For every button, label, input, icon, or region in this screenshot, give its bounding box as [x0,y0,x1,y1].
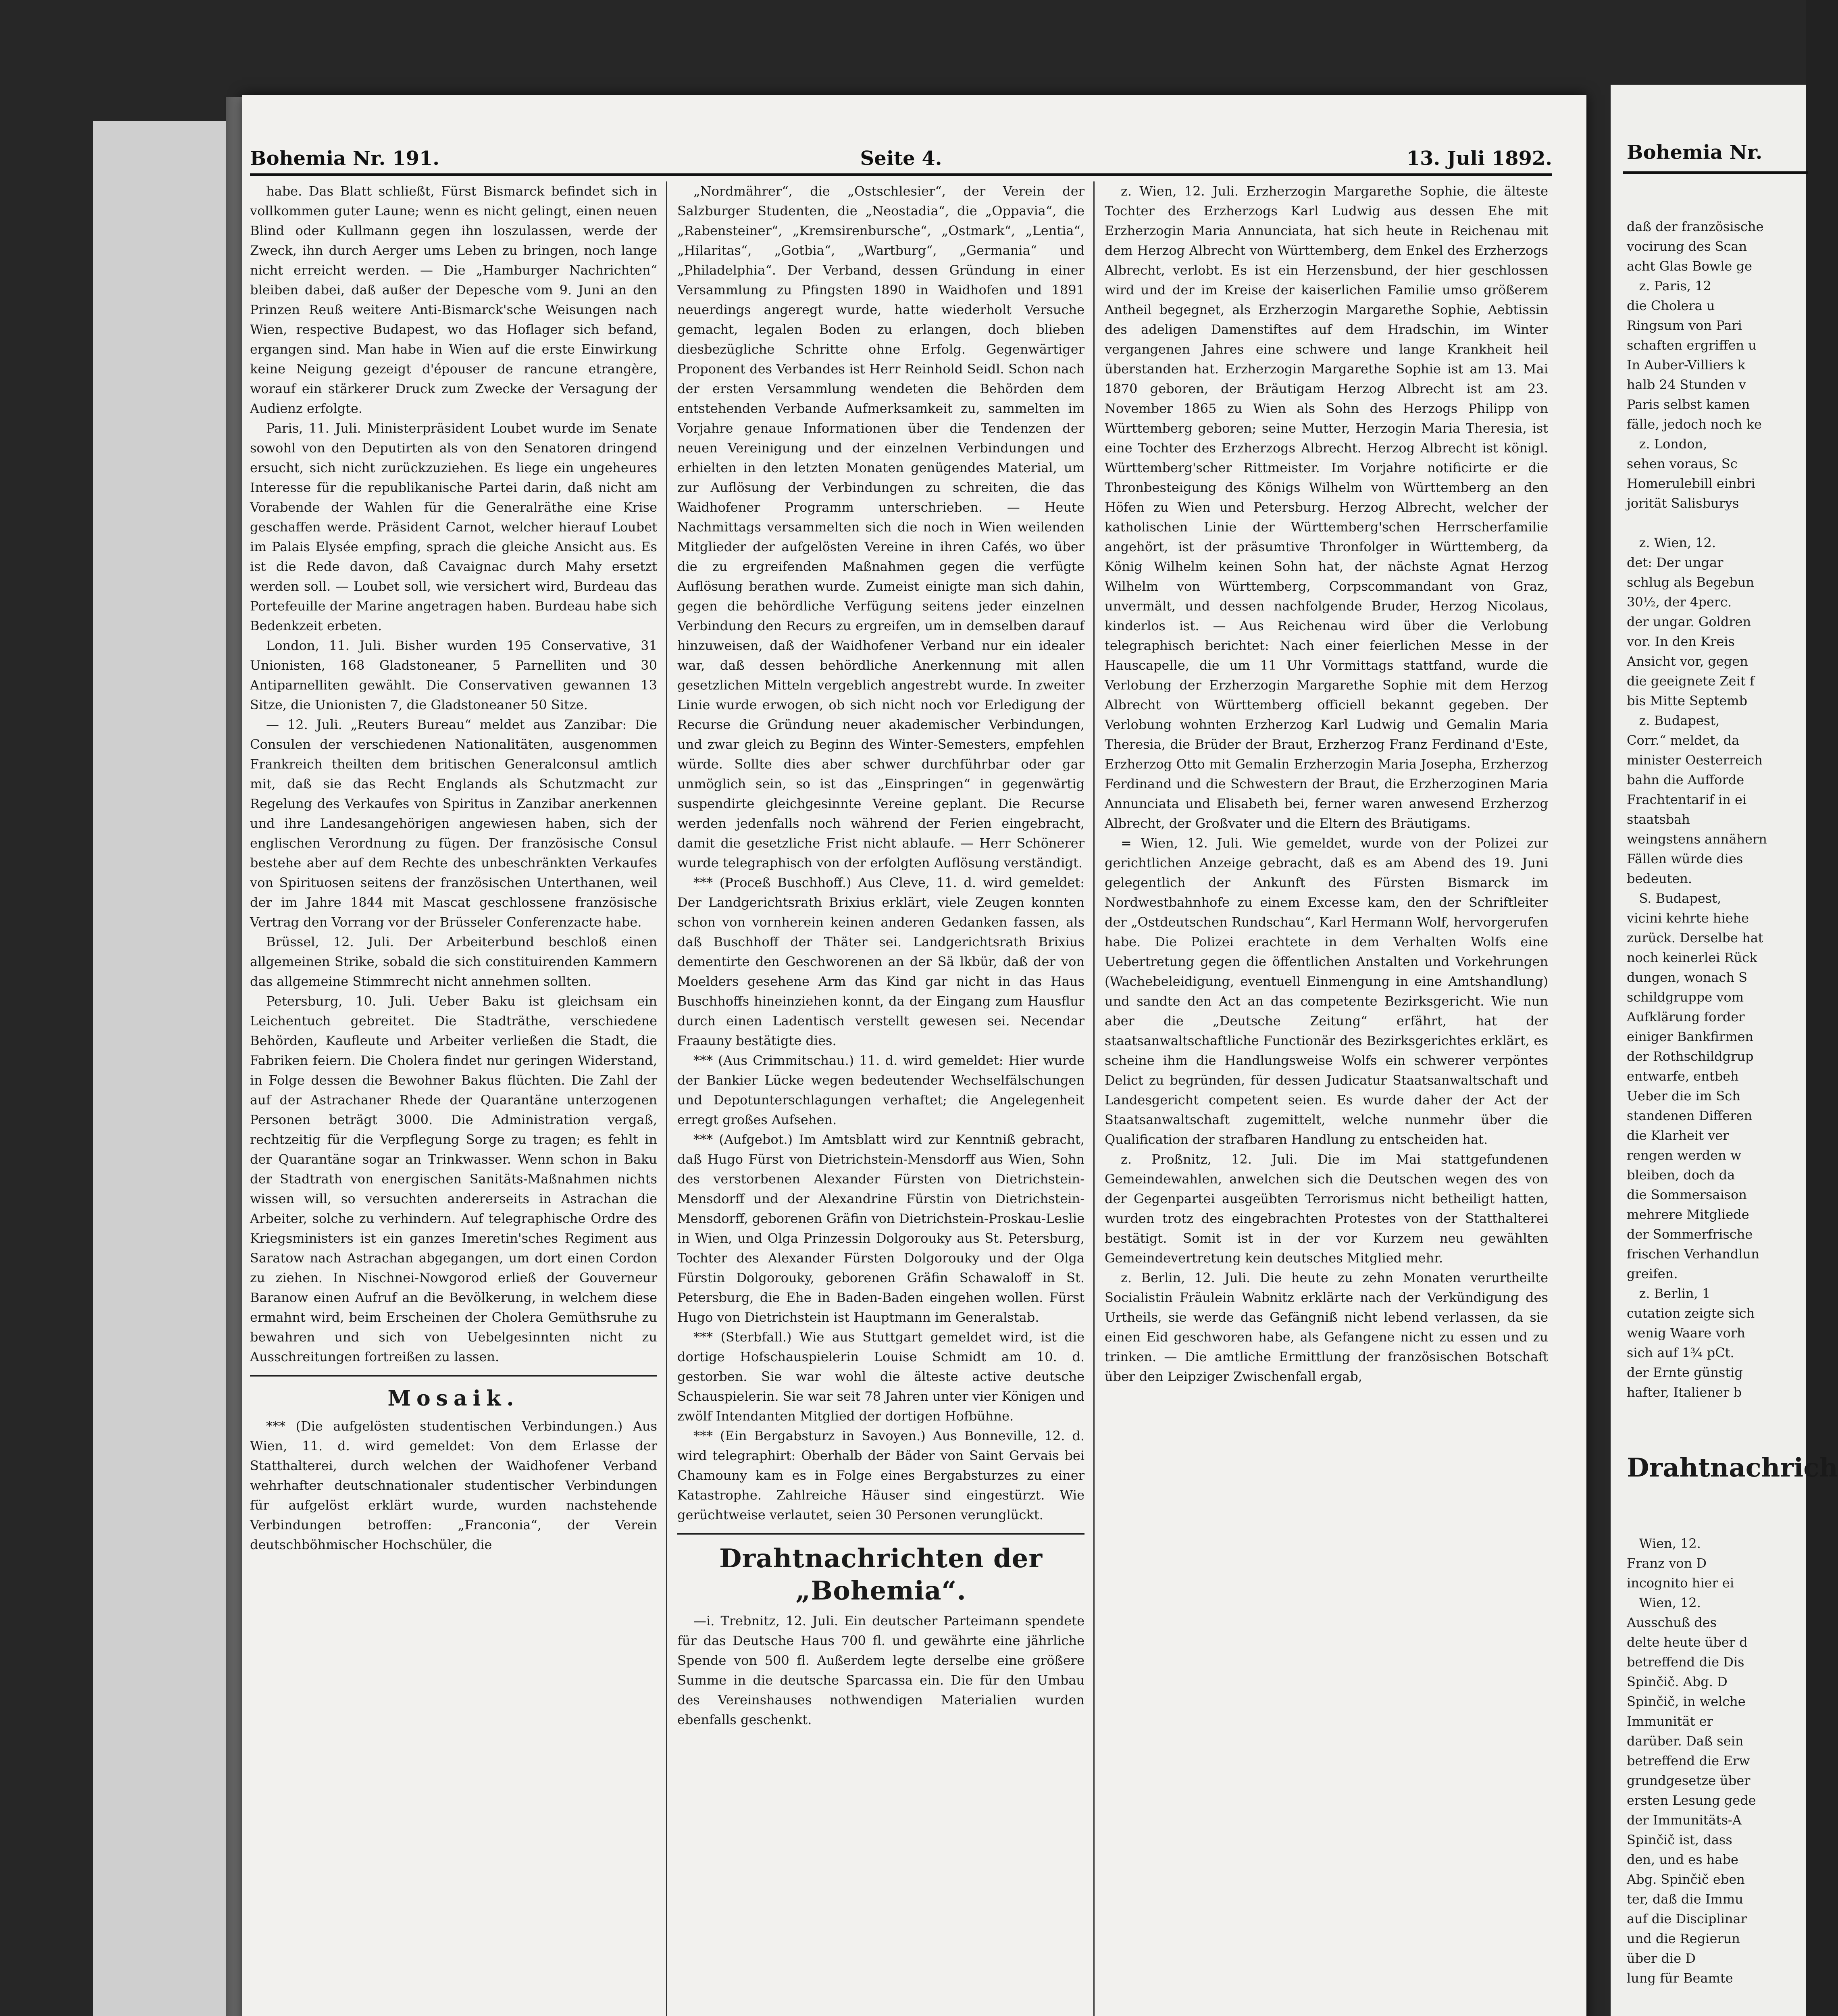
adjacent-page-header: Bohemia Nr. [1627,141,1763,164]
article-process-buschhoff: *** (Proceß Buschhoff.) Aus Cleve, 11. d. wird gemeldet: Der Landgerichtsrath Brixius erklärt, viele Zeugen konnten schon von vornherein keinen anderen Gedanken fassen, als daß Buschhoff der Thäter sei. Landgerichtsrath Brixius dementirte den Geschworenen an der Sä lkbür, daß der von Moelders gesehene Arm das Kind gar nicht in das Haus Buschhoffs hineinziehen konnt, da der Eingang zum Hausflur durch einen Ladentisch verstellt gewesen sei. Necendar Fraauny bestätigte dies. [677,875,1089,1048]
adjacent-page-text-bottom: Wien, 12. Franz von D incognito hier ei Wien, 12. Ausschuß des delte heute über d betreffend die Dis Spinčič. Abg. D Spinčič, in welche Immunität er darüber. Daß sein betreffend die Erw grundgesetze über ersten Lesung gede der Immunitäts-A Spinčič ist, dass den, und es habe Abg. Spinčič eben ter, daß die Immu auf die Disciplinar und die Regierun über die D lung für Beamte [1627,1536,1756,1986]
page-header [250,139,1552,175]
article-prossnitz: z. Proßnitz, 12. Juli. Die im Mai stattgefundenen Gemeindewahlen, anwelchen sich die Deutschen wegen des von der Gegenpartei ausgeübten Terrorismus nicht betheiligt hatten, wurden trotz des eingebrachten Protestes von der Statthalterei bestätigt. Somit ist in der vor Kurzem neu gewählten Gemeindevertretung kein deutsches Mitglied mehr. [1105,1152,1553,1266]
section-title-mosaik: Mosaik. [387,1386,520,1411]
column-3 [1105,181,1553,2016]
column-divider [666,181,667,2016]
article-verbindungen-cont: „Nordmährer“, die „Ostschlesier“, der Verein der Salzburger Studenten, die „Neostadia“, die „Oppavia“, die „Rabensteiner“, „Kremsirenbursche“, „Ostmark“, „Lentia“, „Hilaritas“, „Gotbia“, „Wartburg“, „Germania“ und „Philadelphia“. Der Verband, dessen Gründung in einer Versammlung zu Pfingsten 1890 in Waidhofen und 1891 neuerdings angeregt wurde, hatte wiederholt Versuche gemacht, legalen Boden zu erlangen, doch blieben diesbezügliche Schritte ohne Erfolg. Gegenwärtiger Proponent des Verbandes ist Herr Reinhold Seidl. Schon nach der ersten Versammlung wendeten die Behörden dem entstehenden Verbande Aufmerksamkeit zu, sammelten im Vorjahre genaue Informationen über die Tendenzen der neuen Vereinigung und der einzelnen Verbindungen und erhielten in den letzten Monaten genügendes Material, um zur Auflösung der Verbindungen zu schreiten, die das Waidhofener Programm unterschrieben. — Heute Nachmittags versammelten sich die noch in Wien weilenden Mitglieder der aufgelösten Vereine in ihren Cafés, wo über die zu ergreifenden Maßnahmen gegen die verfügte Auflösung berathen wurde. Zumeist einigte man sich dahin, gegen die behördliche Verfügung seitens jeder einzelnen Verbindung den Recurs zu ergreifen, um in demselben darauf hinzuweisen, daß der Waidhofener Verband nur ein idealer war, daß dessen behördliche Anerkennung mit allen gesetzlichen Mitteln vergeblich angestrebt wurde. In zweiter Linie wurde erwogen, ob sich nicht noch vor Erledigung der Recurse die Gründung neuer akademischer Verbindungen, und zwar gleich zu Beginn des Winter-Semesters, empfehlen würde. Sollte dies aber schwer durchführbar oder gar unmöglich sein, so ist das „Einspringen“ in gegenwärtig suspendirte gleichgesinnte Vereine geplant. Die Recurse werden jedenfalls noch während der Ferien eingebracht, damit die gesetzliche Frist nicht ablaufe. — Herr Schönerer wurde telegraphisch von der erfolgten Auflösung verständigt. [677,183,1089,871]
header-date: 13. Juli 1892. [1406,147,1552,170]
section-rule [677,1533,1084,1535]
adjacent-page-text-top: daß der französische vocirung des Scan acht Glas Bowle ge z. Paris, 12 die Cholera u Ringsum von Pari schaften ergriffen u In Auber-Villiers k halb 24 Stunden v Paris selbst kamen fälle, jedoch noch ke z. London, sehen voraus, Sc Homerulebill einbri jorität Salisburys z. Wien, 12. det: Der ungar schlug als Begebun 30½, der 4perc. der ungar. Goldren vor. In den Kreis Ansicht vor, gegen die geeignete Zeit f bis Mitte Septemb z. Budapest, Corr.“ meldet, da minister Oesterreich bahn die Aufforde Frachtentarif in ei staatsbah weingstens annähern Fällen würde dies bedeuten. S. Budapest, vicini kehrte hiehe zurück. Derselbe hat noch keinerlei Rück dungen, wonach S schildgruppe vom Aufklärung forder einiger Bankfirmen der Rothschildgrup entwarfe, entbeh Ueber die im Sch standenen Differen die Klarheit ver rengen werden w bleiben, doch da die Sommersaison mehrere Mitgliede der Sommerfrische frischen Verhandlun greifen. z. Berlin, 1 cutation zeigte sich wenig Waare vorh sich auf 1¾ pCt. der Ernte günstig hafter, Italiener b [1627,219,1767,1400]
scanner-band [93,121,238,2016]
article-wien-verlobung: z. Wien, 12. Juli. Erzherzogin Margarethe Sophie, die älteste Tochter des Erzherzogs Karl Ludwig aus dessen Ehe mit Erzherzogin Maria Annunciata, hat sich heute in Reichenau mit dem Herzog Albrecht von Württemberg, dem Enkel des Erzherzogs Albrecht, verlobt. Es ist ein Herzensbund, der hier geschlossen wird und der im Kreise der kaiserlichen Familie umso größerem Antheil begegnet, als Erzherzogin Margarethe Sophie, Aebtissin des adeligen Damenstiftes auf dem Hradschin, im Winter vergangenen Jahres eine schwere und lange Krankheit heil überstanden hat. Erzherzogin Margarethe Sophie ist am 13. Mai 1870 geboren, der Bräutigam Herzog Albrecht ist am 23. November 1865 zu Wien als Sohn des Herzogs Philipp von Württemberg geboren; seine Mutter, Herzogin Maria Theresia, ist eine Tochter des Erzherzogs Albrecht. Herzog Albrecht ist königl. Württemberg'scher Rittmeister. Im Vorjahre notificirte er die Thronbesteigung des Königs Wilhelm von Württemberg an den Höfen zu Wien und Petersburg. Herzog Albrecht, welcher der katholischen Linie der Württemberg'schen Herrscherfamilie angehört, ist der präsumtive Thronfolger in Württemberg, da König Wilhelm keinen Sohn hat, der nächste Agnat Herzog Wilhelm von Württemberg, Corpscommandant von Graz, unvermält, und dessen nachfolgende Bruder, Herzog Nicolaus, kinderlos ist. — Aus Reichenau wird über die Verlobung telegraphisch berichtet: Nach einer feierlichen Messe in der Hauscapelle, die um 11 Uhr Vormittags stattfand, wurde die Verlobung der Erzherzogin Margarethe Sophie mit dem Herzog Albrecht von Württemberg officiell bekannt gegeben. Der Verlobung wohnten Erzherzog Karl Ludwig und Gemalin Maria Theresia, die Brüder der Braut, Erzherzog Franz Ferdinand d'Este, Erzherzog Otto mit Gemalin Erzherzogin Maria Josepha, Erzherzog Ferdinand und die Schwestern der Braut, die Erzherzoginen Maria Annunciata und Elisabeth bei, ferner waren anwesend Erzherzog Albrecht, der Großvater und die Eltern des Bräutigams. [1105,183,1553,831]
adjacent-page-heading: Drahtnachrich [1627,1453,1838,1483]
article-zanzibar: — 12. Juli. „Reuters Bureau“ meldet aus Zanzibar: Die Consulen der verschiedenen Nationalitäten, ausgenommen Frankreich theilten dem britischen Generalconsul amtlich mit, daß sie das Recht Englands als Schutzmacht zur Regelung des Verkaufes von Spiritus in Zanzibar anerkennen und ihre Landesangehörigen angewiesen haben, sich der englischen Verordnung zu fügen. Der französische Consul bestehe aber auf dem Rechte des unbeschränkten Verkaufes von Spirituosen seitens der französischen Unterthanen, weil der im Jahre 1844 mit Mascat geschlossene französische Vertrag den Vorrang vor der Brüsseler Conferenzacte habe. [250,717,662,930]
article-berlin: z. Berlin, 12. Juli. Die heute zu zehn Monaten verurtheilte Socialistin Fräulein Wabnitz erklärte nach der Verkündigung des Urtheils, sie werde das Gefängniß nicht lebend verlassen, da sie einen Eid geschworen habe, als Gefangene nicht zu essen und zu trinken. — Die amtliche Ermittlung der französischen Botschaft über den Leipziger Zwischenfall ergab, [1105,1270,1553,1384]
adjacent-page [1611,85,1838,2016]
article-wien-wolf: = Wien, 12. Juli. Wie gemeldet, wurde von der Polizei zur gerichtlichen Anzeige gebracht, daß es am Abend des 19. Juni gelegentlich der Ankunft des Fürsten Bismarck im Nordwestbahnhofe zu einem Excesse kam, den der Schriftleiter der „Ostdeutschen Rundschau“, Karl Hermann Wolf, hervorgerufen habe. Die Polizei erachtete in dem Verhalten Wolfs eine Uebertretung gegen die öffentlichen Anstalten und Vorkehrungen (Wachebeleidigung, eventuell Einmengung in eine Amtshandlung) und sandte den Act an das competente Bezirksgericht. Wie nun aber die „Deutsche Zeitung“ erfährt, hat der staatsanwaltschaftliche Functionär des Bezirksgerichtes erklärt, es scheine ihm die Handlungsweise Wolfs ein schwerer verpöntes Delict zu begründen, für dessen Judicatur Staatsanwaltschaft und Landesgericht competent seien. Es wurde daher der Act der Staatsanwaltschaft zugemittelt, welche nunmehr über die Qualification der strafbaren Handlung zu entscheiden hat. [1105,835,1553,1147]
section-rule [250,1375,657,1377]
article-studentische-verbindungen: *** (Die aufgelösten studentischen Verbindungen.) Aus Wien, 11. d. wird gemeldet: Von dem Erlasse der Statthalterei, durch welchen der Waidhofener Verband wehrhafter deutschnationaler studentischer Verbindungen für aufgelöst erklärt wurde, wurden nachstehende Verbindungen betroffen: „Franconia“, der Verein deutschböhmischer Hochschüler, die [250,1418,662,1552]
article-london: London, 11. Juli. Bisher wurden 195 Conservative, 31 Unionisten, 168 Gladstoneaner, 5 Parnelliten und 30 Antiparnelliten gewählt. Die Conservativen gewannen 13 Sitze, die Unionisten 7, die Gladstoneaner 50 Sitze. [250,638,662,712]
header-masthead: Bohemia Nr. 191. [250,147,439,170]
column-1 [250,181,662,2016]
column-2 [677,181,1089,2016]
header-page-number: Seite 4. [860,147,942,170]
article-paris: Paris, 11. Juli. Ministerpräsident Loubet wurde im Senate sowohl von den Deputirten als von den Senatoren dringend ersucht, sich nicht zurückzuziehen. Es liege ein ungeheures Interesse für die republikanische Partei darin, daß nicht am Vorabende der Wahlen für die Generalräthe eine Krise geschaffen werde. Präsident Carnot, welcher hierauf Loubet im Palais Elysée empfing, sprach die gleiche Ansicht aus. Es ist die Rede davon, daß Cavaignac durch Mahy ersetzt werden soll. — Loubet soll, wie versichert wird, Burdeau das Portefeuille der Marine angetragen haben. Burdeau habe sich Bedenkzeit erbeten. [250,421,662,633]
article-petersburg: Petersburg, 10. Juli. Ueber Baku ist gleichsam ein Leichentuch gebreitet. Die Stadträthe, verschiedene Behörden, Kaufleute und Arbeiter verließen die Stadt, die Fabriken feiern. Die Cholera findet nur geringen Widerstand, in Folge dessen die Bewohner Bakus flüchten. Die Zahl der auf der Astrachaner Rhede der Quarantäne unterzogenen Personen beträgt 3000. Die Administration vergaß, rechtzeitig für die Verpflegung Sorge zu tragen; es fehlt in der Quarantäne sogar an Trinkwasser. Wenn schon in Baku der Stadtrath von energischen Sanitäts-Maßnahmen nichts wissen will, so versuchten andererseits in Astrachan die Arbeiter, solche zu verhindern. Auf telegraphische Ordre des Kriegsministers ist ein ganzes Imeretin'sches Regiment aus Saratow nach Astrachan abgegangen, um dort einen Cordon zu ziehen. In Nischnei-Nowgorod erließ der Gouverneur Baranow einen Aufruf an die Bevölkerung, in welchem diese ermahnt wird, beim Erscheinen der Cholera Gemüthsruhe zu bewahren und sich von Uebelgesinnten nicht zu Ausschreitungen fortreißen zu lassen. [250,993,662,1364]
adjacent-header-rule [1623,171,1808,174]
article-bruessel: Brüssel, 12. Juli. Der Arbeiterbund beschloß einen allgemeinen Strike, sobald die sich constituirenden Kammern das allgemeine Stimmrecht nicht annehmen sollten. [250,934,662,989]
adjacent-page-column [1627,177,1836,2016]
column-divider [1093,181,1095,2016]
newspaper-page [242,95,1586,2016]
article-aufgebot: *** (Aufgebot.) Im Amtsblatt wird zur Kenntniß gebracht, daß Hugo Fürst von Dietrichstein-Mensdorff aus Wien, Sohn des verstorbenen Alexander Fürsten von Dietrichstein-Mensdorff und der Alexandrine Fürstin von Dietrichstein-Mensdorff, geborenen Gräfin von Dietrichstein-Proskau-Leslie in Wien, und Olga Prinzessin Dolgorouky aus St. Petersburg, Tochter des Alexander Fürsten Dolgorouky und der Olga Fürstin Dolgorouky, geborenen Gräfin Schawaloff in St. Petersburg, die Ehe in Baden-Baden eingehen wollen. Fürst Hugo von Dietrichstein ist Hauptmann im Generalstab. [677,1132,1089,1325]
article-sterbfall: *** (Sterbfall.) Wie aus Stuttgart gemeldet wird, ist die dortige Hofschauspielerin Louise Schmidt am 10. d. gestorben. Sie war wohl die älteste active deutsche Schauspielerin. Sie war seit 78 Jahren unter vier Königen und zwölf Intendanten Mitglied der dortigen Hofbühne. [677,1329,1089,1424]
header-rule [250,173,1552,176]
article-bergabsturz: *** (Ein Bergabsturz in Savoyen.) Aus Bonneville, 12. d. wird telegraphirt: Oberhalb der Bäder von Saint Gervais bei Chamouny kam es in Folge eines Bergabsturzes zu einer Katastrophe. Zahlreiche Häuser sind eingestürzt. Wie gerüchtweise verlautet, seien 30 Personen verunglückt. [677,1428,1089,1522]
section-heading-drahtnachrichten: Drahtnachrichten der „Bohemia“. [719,1543,1043,1606]
article-trebnitz: —i. Trebnitz, 12. Juli. Ein deutscher Parteimann spendete für das Deutsche Haus 700 fl. und gewährte eine jährliche Spende von 500 fl. Außerdem legte derselbe eine größere Summe in die deutsche Sparcassa ein. Die für den Umbau des Vereinshauses nothwendigen Materialien wurden ebenfalls geschenkt. [677,1613,1089,1727]
article-crimmitschau: *** (Aus Crimmitschau.) 11. d. wird gemeldet: Hier wurde der Bankier Lücke wegen bedeutender Wechselfälschungen und Depotunterschlagungen verhaftet; die Angelegenheit erregt großes Aufsehen. [677,1053,1089,1127]
article-bismarck-cont: habe. Das Blatt schließt, Fürst Bismarck befindet sich in vollkommen guter Laune; wenn es nicht gelingt, einen neuen Blind oder Kullmann gegen ihn loszulassen, werde der Zweck, ihn durch Aerger ums Leben zu bringen, noch lange nicht erreicht werden. — Die „Hamburger Nachrichten“ bleiben dabei, daß außer der Depesche vom 9. Juni an den Prinzen Reuß weitere Anti-Bismarck'sche Weisungen nach Wien, respective Budapest, wo das Hoflager sich befand, ergangen sind. Man habe in Wien auf die erste Einwirkung keine Neigung gezeigt d'épouser de rancune etrangère, worauf ein stärkerer Druck zum Zwecke der Versagung der Audienz erfolgte. [250,183,662,416]
